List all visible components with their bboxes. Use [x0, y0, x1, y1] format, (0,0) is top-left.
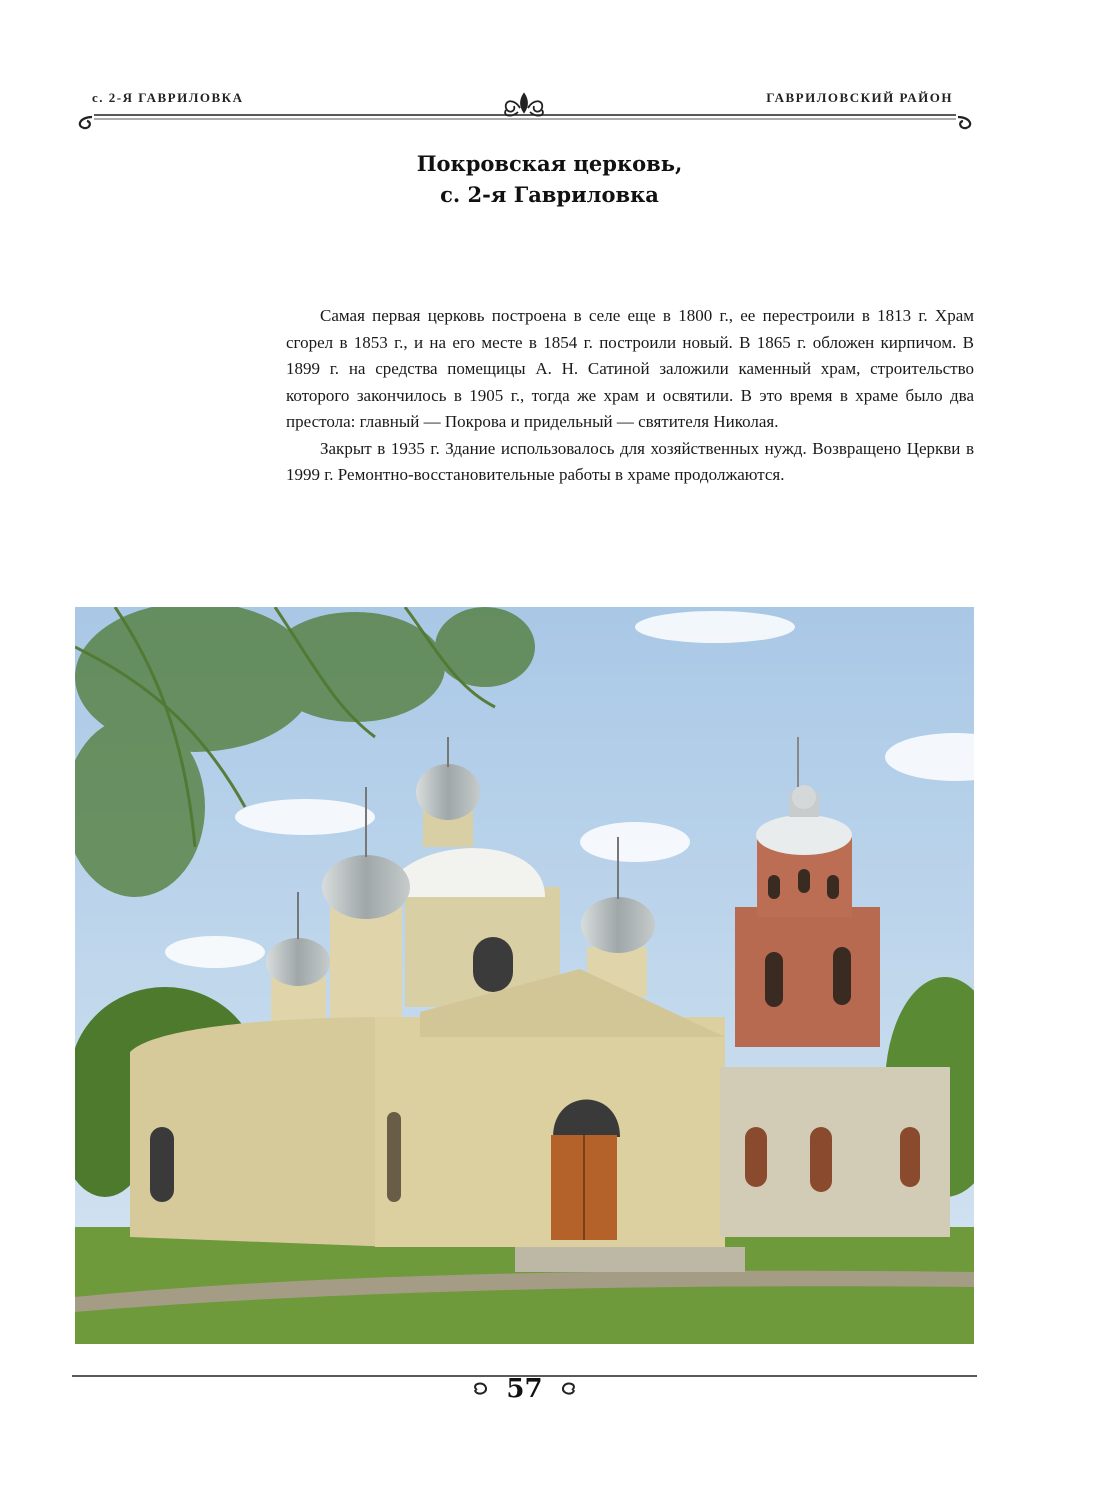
church-photo	[75, 607, 974, 1344]
body-text	[286, 303, 974, 489]
page-footer	[72, 1366, 977, 1416]
running-head-right: ГАВРИЛОВСКИЙ РАЙОН	[766, 90, 953, 105]
paragraph-2: Закрыт в 1935 г. Здание использовалось для хозяйственных нужд. Возвращено Церкви в 1999 г. Ремонтно-восстановительные работы в храме продолжаются.	[286, 438, 974, 484]
page-header	[72, 84, 977, 132]
title-line-2: с. 2-я Гавриловка	[440, 182, 659, 207]
page-title	[0, 148, 1099, 210]
paragraph-1: Самая первая церковь построена в селе еще в 1800 г., ее перестроили в 1813 г. Храм сгорел в 1853 г., и на его месте в 1854 г. построили новый. В 1865 г. обложен кирпичом. В 1899 г. на средства помещицы А. Н. Сатиной заложили каменный храм, строительство которого закончилось в 1905 г., тогда же храм и освятили. В это время в храме было два престола: главный — Покрова и придельный — святителя Николая.	[286, 306, 974, 431]
page-number: 57	[506, 1374, 543, 1404]
church-illustration	[75, 607, 974, 1344]
title-line-1: Покровская церковь,	[416, 151, 683, 176]
running-head-left: с. 2-Я ГАВРИЛОВКА	[92, 90, 244, 105]
